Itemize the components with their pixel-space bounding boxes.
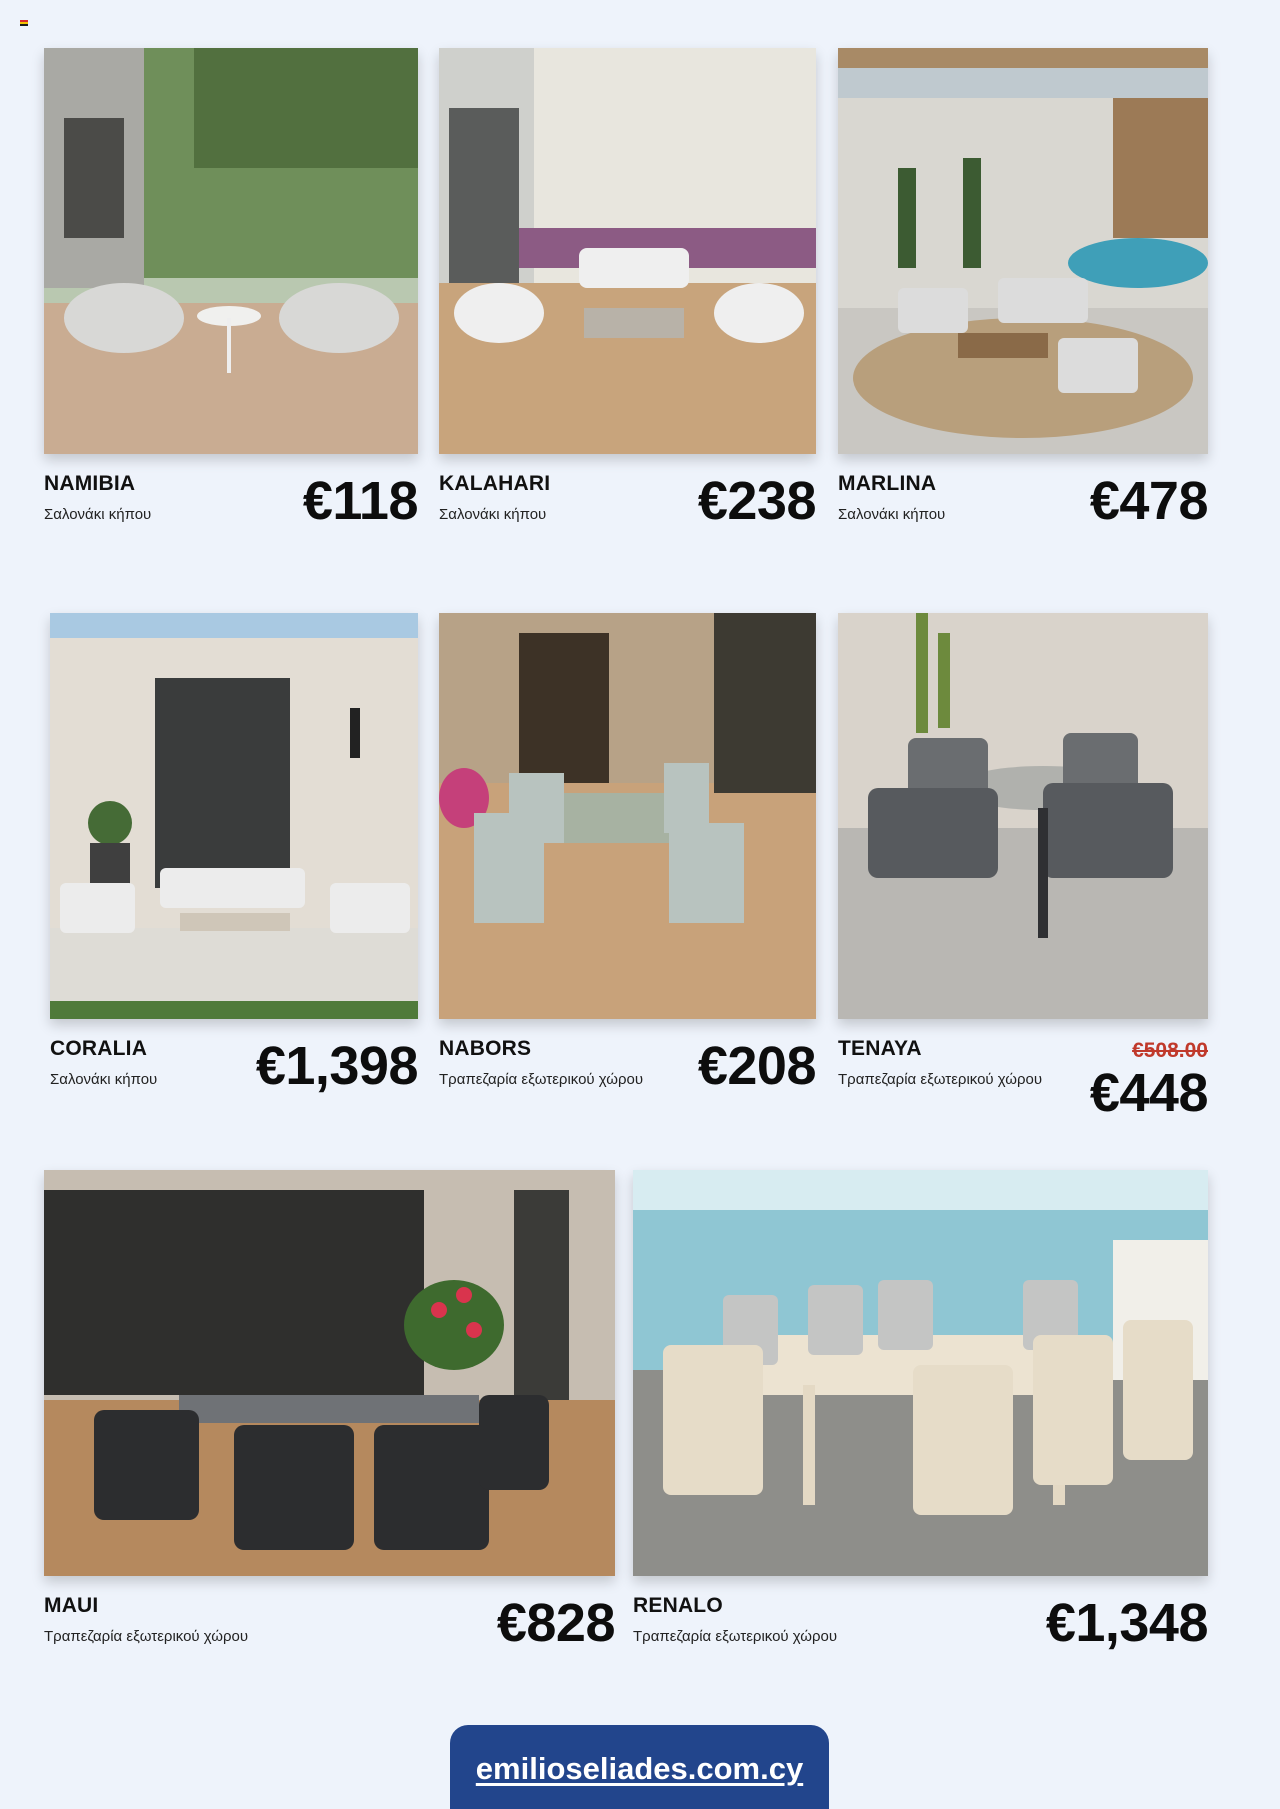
- product-photo: [439, 48, 816, 454]
- product-photo: [44, 48, 418, 454]
- flag-icon: [20, 20, 28, 26]
- product-subtitle: Σαλονάκι κήπου: [838, 506, 946, 523]
- product-photo: [633, 1170, 1208, 1576]
- product-subtitle: Τραπεζαρία εξωτερικού χώρου: [44, 1628, 249, 1645]
- product-photo: [439, 613, 816, 1019]
- product-price: €1,398: [255, 1036, 418, 1096]
- product-photo: [838, 613, 1208, 1019]
- product-price: €828: [496, 1593, 615, 1653]
- product-card-marlina[interactable]: [838, 48, 1208, 538]
- product-photo: [44, 1170, 615, 1576]
- product-price: €208: [697, 1036, 816, 1096]
- product-subtitle: Σαλονάκι κήπου: [44, 506, 152, 523]
- product-name: CORALIA: [50, 1037, 148, 1060]
- website-link-button[interactable]: [450, 1725, 829, 1809]
- product-name: NABORS: [439, 1037, 532, 1060]
- product-price: €478: [1089, 471, 1208, 531]
- product-subtitle: Τραπεζαρία εξωτερικού χώρου: [633, 1628, 838, 1645]
- product-subtitle: Τραπεζαρία εξωτερικού χώρου: [439, 1071, 644, 1088]
- product-name: KALAHARI: [439, 472, 551, 495]
- product-name: MARLINA: [838, 472, 937, 495]
- product-name: TENAYA: [838, 1037, 922, 1060]
- product-card-maui[interactable]: [44, 1170, 615, 1660]
- product-price: €1,348: [1045, 1593, 1208, 1653]
- product-subtitle: Σαλονάκι κήπου: [50, 1071, 158, 1088]
- product-card-tenaya[interactable]: [838, 613, 1208, 1123]
- product-subtitle: Σαλονάκι κήπου: [439, 506, 547, 523]
- product-name: NAMIBIA: [44, 472, 136, 495]
- old-price: €508.00: [1132, 1039, 1208, 1062]
- website-link-label: emilioseliades.com.cy: [475, 1751, 804, 1786]
- product-price: €118: [302, 471, 418, 531]
- product-price: €448: [1089, 1063, 1208, 1123]
- product-price: €238: [697, 471, 816, 531]
- product-subtitle: Τραπεζαρία εξωτερικού χώρου: [838, 1071, 1043, 1088]
- product-name: RENALO: [633, 1594, 723, 1617]
- product-card-nabors[interactable]: [439, 613, 816, 1103]
- product-card-kalahari[interactable]: [439, 48, 816, 538]
- product-photo: [50, 613, 418, 1019]
- product-card-coralia[interactable]: [50, 613, 418, 1103]
- product-card-namibia[interactable]: [44, 48, 418, 538]
- product-card-renalo[interactable]: [633, 1170, 1208, 1660]
- product-name: MAUI: [44, 1594, 99, 1617]
- product-photo: [838, 48, 1208, 454]
